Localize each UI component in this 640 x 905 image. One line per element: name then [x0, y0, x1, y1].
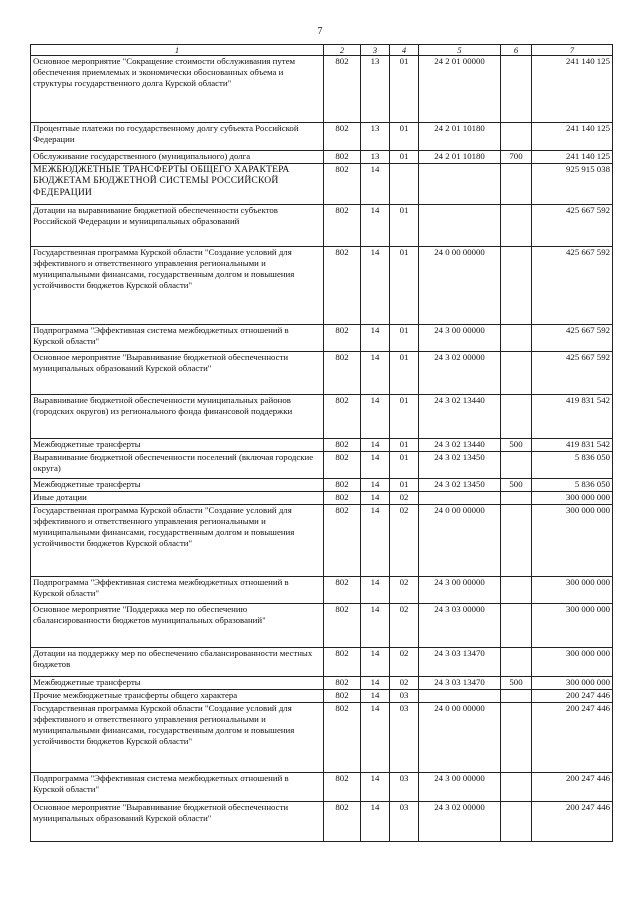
row-sum: 200 247 446 — [532, 773, 613, 802]
table-row — [31, 247, 613, 325]
row-sum: 425 667 592 — [532, 352, 613, 395]
row-pr: 01 — [390, 452, 419, 479]
row-csr: 24 3 02 13440 — [419, 395, 501, 439]
row-rz: 14 — [361, 648, 390, 677]
row-name: Процентные платежи по государственному долгу субъекта Российской Федерации — [31, 123, 324, 151]
row-vr — [501, 123, 532, 151]
row-vr: 500 — [501, 479, 532, 492]
row-vr — [501, 492, 532, 505]
row-pr: 01 — [390, 151, 419, 164]
row-grbs: 802 — [324, 648, 361, 677]
row-csr: 24 2 01 00000 — [419, 56, 501, 123]
row-pr: 03 — [390, 773, 419, 802]
row-sum: 425 667 592 — [532, 205, 613, 247]
table-row — [31, 703, 613, 773]
row-pr: 01 — [390, 439, 419, 452]
row-rz: 14 — [361, 164, 390, 205]
row-sum: 925 915 038 — [532, 164, 613, 205]
row-name: Подпрограмма "Эффективная система межбюджетных отношений в Курской области" — [31, 577, 324, 604]
row-vr: 500 — [501, 439, 532, 452]
row-rz: 14 — [361, 677, 390, 690]
row-pr — [390, 164, 419, 205]
row-name: Государственная программа Курской области "Создание условий для эффективного и ответственного управления региональными и муниципальными финансами, государственным долгом и повышения устойчивости бюджетов Курской области" — [31, 703, 324, 773]
row-sum: 200 247 446 — [532, 802, 613, 842]
row-grbs: 802 — [324, 690, 361, 703]
row-vr — [501, 773, 532, 802]
row-rz: 14 — [361, 439, 390, 452]
row-name: Основное мероприятие "Выравнивание бюджетной обеспеченности муниципальных образований Курской области" — [31, 352, 324, 395]
col-header-rz: 3 — [361, 45, 390, 56]
row-csr: 24 2 01 10180 — [419, 123, 501, 151]
col-header-csr: 5 — [419, 45, 501, 56]
row-name: Подпрограмма "Эффективная система межбюджетных отношений в Курской области" — [31, 325, 324, 352]
row-name: Основное мероприятие "Сокращение стоимости обслуживания путем обеспечения приемлемых и экономически обоснованных объема и структуры государственного долга Курской области" — [31, 56, 324, 123]
row-name: Подпрограмма "Эффективная система межбюджетных отношений в Курской области" — [31, 773, 324, 802]
row-sum: 419 831 542 — [532, 395, 613, 439]
row-vr — [501, 56, 532, 123]
row-pr: 02 — [390, 677, 419, 690]
row-name: Выравнивание бюджетной обеспеченности муниципальных районов (городских округов) из регионального фонда финансовой поддержки — [31, 395, 324, 439]
table-row — [31, 505, 613, 577]
row-sum: 300 000 000 — [532, 604, 613, 648]
row-vr — [501, 352, 532, 395]
row-grbs: 802 — [324, 703, 361, 773]
table-row — [31, 677, 613, 690]
row-sum: 300 000 000 — [532, 505, 613, 577]
row-name: МЕЖБЮДЖЕТНЫЕ ТРАНСФЕРТЫ ОБЩЕГО ХАРАКТЕРА БЮДЖЕТАМ БЮДЖЕТНОЙ СИСТЕМЫ РОССИЙСКОЙ ФЕДЕРАЦИИ — [31, 164, 324, 205]
row-csr: 24 3 03 00000 — [419, 604, 501, 648]
col-header-grbs: 2 — [324, 45, 361, 56]
row-csr: 24 2 01 10180 — [419, 151, 501, 164]
row-rz: 14 — [361, 205, 390, 247]
row-grbs: 802 — [324, 439, 361, 452]
row-vr — [501, 395, 532, 439]
row-vr — [501, 505, 532, 577]
table-row — [31, 325, 613, 352]
row-vr — [501, 205, 532, 247]
row-vr — [501, 247, 532, 325]
row-name: Основное мероприятие "Выравнивание бюджетной обеспеченности муниципальных образований Курской области" — [31, 802, 324, 842]
row-vr: 700 — [501, 151, 532, 164]
row-rz: 14 — [361, 395, 390, 439]
row-grbs: 802 — [324, 164, 361, 205]
row-rz: 14 — [361, 352, 390, 395]
row-grbs: 802 — [324, 604, 361, 648]
row-sum: 300 000 000 — [532, 677, 613, 690]
row-csr: 24 3 00 00000 — [419, 325, 501, 352]
table-header-row — [31, 45, 613, 56]
row-sum: 200 247 446 — [532, 703, 613, 773]
row-grbs: 802 — [324, 479, 361, 492]
row-sum: 419 831 542 — [532, 439, 613, 452]
table-row — [31, 479, 613, 492]
col-header-pr: 4 — [390, 45, 419, 56]
row-grbs: 802 — [324, 205, 361, 247]
table-row — [31, 577, 613, 604]
row-csr: 24 3 00 00000 — [419, 577, 501, 604]
row-pr: 01 — [390, 479, 419, 492]
row-rz: 14 — [361, 773, 390, 802]
row-pr: 02 — [390, 492, 419, 505]
row-rz: 14 — [361, 479, 390, 492]
row-grbs: 802 — [324, 677, 361, 690]
row-vr — [501, 577, 532, 604]
row-pr: 02 — [390, 505, 419, 577]
row-vr — [501, 325, 532, 352]
row-grbs: 802 — [324, 505, 361, 577]
row-rz: 13 — [361, 56, 390, 123]
table-row — [31, 773, 613, 802]
row-vr — [501, 648, 532, 677]
row-rz: 13 — [361, 123, 390, 151]
row-name: Межбюджетные трансферты — [31, 677, 324, 690]
table-row — [31, 352, 613, 395]
row-name: Прочие межбюджетные трансферты общего характера — [31, 690, 324, 703]
row-pr: 01 — [390, 352, 419, 395]
col-header-name: 1 — [31, 45, 324, 56]
table-row — [31, 802, 613, 842]
row-grbs: 802 — [324, 352, 361, 395]
row-vr — [501, 690, 532, 703]
row-grbs: 802 — [324, 395, 361, 439]
row-rz: 14 — [361, 452, 390, 479]
row-grbs: 802 — [324, 56, 361, 123]
row-pr: 03 — [390, 690, 419, 703]
row-csr: 24 0 00 00000 — [419, 247, 501, 325]
table-row — [31, 205, 613, 247]
row-grbs: 802 — [324, 492, 361, 505]
row-pr: 02 — [390, 648, 419, 677]
row-rz: 14 — [361, 247, 390, 325]
row-csr — [419, 205, 501, 247]
row-grbs: 802 — [324, 452, 361, 479]
row-pr: 01 — [390, 123, 419, 151]
row-rz: 14 — [361, 577, 390, 604]
table-row — [31, 123, 613, 151]
budget-table — [30, 44, 613, 842]
row-name: Выравнивание бюджетной обеспеченности поселений (включая городские округа) — [31, 452, 324, 479]
row-name: Дотации на выравнивание бюджетной обеспеченности субъектов Российской Федерации и муниципальных образований — [31, 205, 324, 247]
row-sum: 425 667 592 — [532, 325, 613, 352]
row-csr: 24 3 02 00000 — [419, 802, 501, 842]
row-name: Межбюджетные трансферты — [31, 479, 324, 492]
row-vr — [501, 164, 532, 205]
row-csr: 24 3 02 00000 — [419, 352, 501, 395]
row-sum: 241 140 125 — [532, 56, 613, 123]
table-row — [31, 690, 613, 703]
row-sum: 425 667 592 — [532, 247, 613, 325]
row-csr: 24 3 02 13450 — [419, 479, 501, 492]
row-csr — [419, 690, 501, 703]
row-sum: 241 140 125 — [532, 151, 613, 164]
table-row — [31, 56, 613, 123]
row-grbs: 802 — [324, 325, 361, 352]
row-csr — [419, 492, 501, 505]
row-pr: 01 — [390, 247, 419, 325]
table-row — [31, 439, 613, 452]
row-vr — [501, 703, 532, 773]
row-csr — [419, 164, 501, 205]
row-vr — [501, 802, 532, 842]
row-pr: 02 — [390, 604, 419, 648]
row-pr: 02 — [390, 577, 419, 604]
page-number: 7 — [317, 26, 323, 37]
row-csr: 24 3 03 13470 — [419, 648, 501, 677]
row-name: Основное мероприятие "Поддержка мер по обеспечению сбалансированности бюджетов муниципальных образований" — [31, 604, 324, 648]
row-sum: 300 000 000 — [532, 492, 613, 505]
row-name: Государственная программа Курской области "Создание условий для эффективного и ответственного управления региональными и муниципальными финансами, государственным долгом и повышения устойчивости бюджетов Курской области" — [31, 247, 324, 325]
row-rz: 14 — [361, 604, 390, 648]
row-sum: 241 140 125 — [532, 123, 613, 151]
row-csr: 24 3 00 00000 — [419, 773, 501, 802]
row-pr: 01 — [390, 325, 419, 352]
row-name: Иные дотации — [31, 492, 324, 505]
col-header-vr: 6 — [501, 45, 532, 56]
row-grbs: 802 — [324, 802, 361, 842]
row-sum: 5 836 050 — [532, 452, 613, 479]
row-rz: 14 — [361, 492, 390, 505]
table-row — [31, 164, 613, 205]
row-pr: 03 — [390, 703, 419, 773]
col-header-sum: 7 — [532, 45, 613, 56]
row-pr: 01 — [390, 205, 419, 247]
row-csr: 24 0 00 00000 — [419, 505, 501, 577]
row-grbs: 802 — [324, 123, 361, 151]
row-name: Дотации на поддержку мер по обеспечению сбалансированности местных бюджетов — [31, 648, 324, 677]
row-name: Обслуживание государственного (муниципального) долга — [31, 151, 324, 164]
row-grbs: 802 — [324, 577, 361, 604]
row-rz: 14 — [361, 505, 390, 577]
row-pr: 01 — [390, 395, 419, 439]
row-sum: 300 000 000 — [532, 648, 613, 677]
row-csr: 24 3 03 13470 — [419, 677, 501, 690]
row-grbs: 802 — [324, 247, 361, 325]
row-vr — [501, 452, 532, 479]
row-rz: 13 — [361, 151, 390, 164]
row-name: Государственная программа Курской области "Создание условий для эффективного и ответственного управления региональными и муниципальными финансами, государственным долгом и повышения устойчивости бюджетов Курской области" — [31, 505, 324, 577]
row-pr: 03 — [390, 802, 419, 842]
row-sum: 300 000 000 — [532, 577, 613, 604]
table-row — [31, 604, 613, 648]
row-name: Межбюджетные трансферты — [31, 439, 324, 452]
row-csr: 24 3 02 13450 — [419, 452, 501, 479]
row-vr: 500 — [501, 677, 532, 690]
row-rz: 14 — [361, 325, 390, 352]
row-csr: 24 0 00 00000 — [419, 703, 501, 773]
table-row — [31, 492, 613, 505]
table-row — [31, 452, 613, 479]
row-rz: 14 — [361, 703, 390, 773]
row-sum: 5 836 050 — [532, 479, 613, 492]
row-vr — [501, 604, 532, 648]
row-pr: 01 — [390, 56, 419, 123]
table-row — [31, 395, 613, 439]
row-rz: 14 — [361, 690, 390, 703]
row-rz: 14 — [361, 802, 390, 842]
row-sum: 200 247 446 — [532, 690, 613, 703]
row-grbs: 802 — [324, 773, 361, 802]
table-row — [31, 648, 613, 677]
row-csr: 24 3 02 13440 — [419, 439, 501, 452]
table-row — [31, 151, 613, 164]
row-grbs: 802 — [324, 151, 361, 164]
